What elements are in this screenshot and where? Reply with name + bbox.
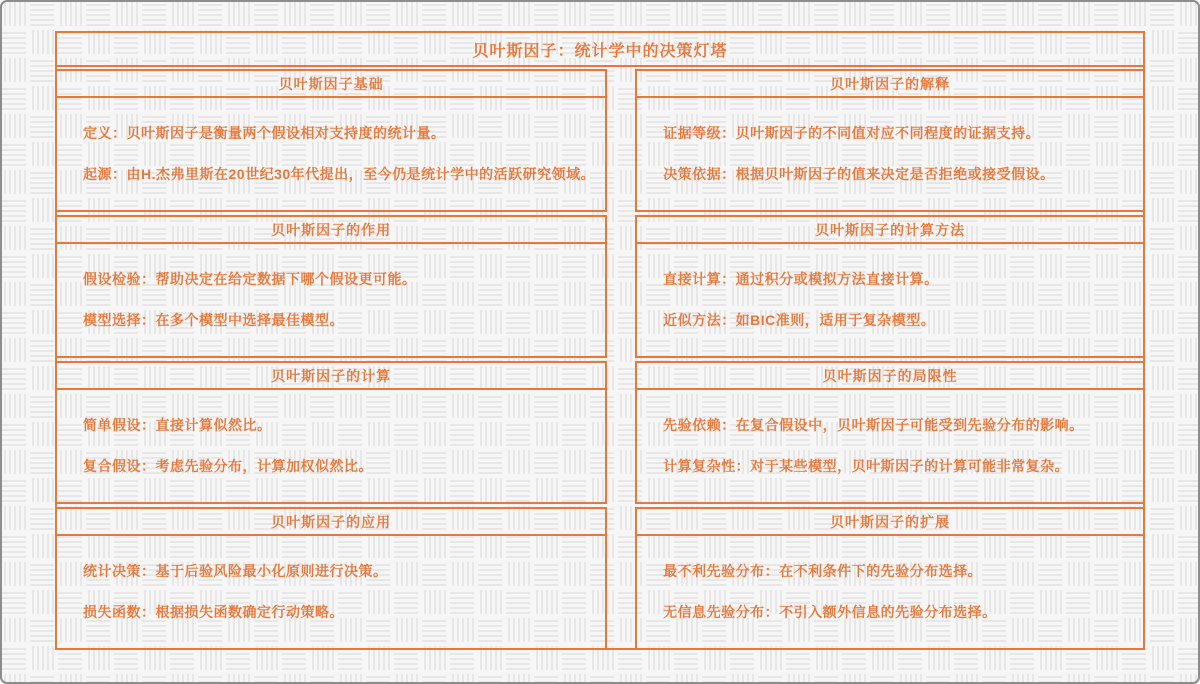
section-item: 无信息先验分布：不引入额外信息的先验分布选择。	[663, 604, 997, 620]
section-item: 先验依赖：在复合假设中，贝叶斯因子可能受到先验分布的影响。	[663, 416, 1084, 433]
left-column	[55, 69, 607, 650]
section-body	[637, 536, 1143, 648]
section-bayes-application	[55, 507, 607, 650]
section-bayes-role	[55, 215, 607, 358]
section-bayes-computation	[55, 361, 607, 504]
section-item: 决策依据：根据贝叶斯因子的值来决定是否拒绝或接受假设。	[663, 166, 1055, 182]
section-header: 贝叶斯因子的局限性	[637, 363, 1143, 390]
section-body	[57, 536, 605, 648]
section-item: 统计决策：基于后验风险最小化原则进行决策。	[83, 562, 388, 579]
sections-grid	[55, 69, 1145, 650]
section-header: 贝叶斯因子的解释	[637, 71, 1143, 98]
section-item: 计算复杂性：对于某些模型，贝叶斯因子的计算可能非常复杂。	[663, 458, 1070, 474]
page-title: 贝叶斯因子：统计学中的决策灯塔	[57, 33, 1143, 67]
section-header: 贝叶斯因子基础	[57, 71, 605, 98]
section-item: 证据等级：贝叶斯因子的不同值对应不同程度的证据支持。	[663, 124, 1041, 141]
section-header: 贝叶斯因子的计算方法	[637, 217, 1143, 244]
section-bayes-interpretation	[635, 69, 1145, 212]
section-header: 贝叶斯因子的扩展	[637, 509, 1143, 536]
section-header: 贝叶斯因子的作用	[57, 217, 605, 244]
section-item: 模型选择：在多个模型中选择最佳模型。	[83, 312, 344, 328]
section-item: 定义：贝叶斯因子是衡量两个假设相对支持度的统计量。	[83, 124, 446, 141]
section-body	[57, 98, 605, 210]
section-item: 最不利先验分布：在不利条件下的先验分布选择。	[663, 562, 983, 579]
right-column	[635, 69, 1145, 650]
section-item: 近似方法：如BIC准则，适用于复杂模型。	[663, 312, 936, 328]
section-item: 假设检验：帮助决定在给定数据下哪个假设更可能。	[83, 270, 417, 287]
section-item: 简单假设：直接计算似然比。	[83, 416, 272, 433]
section-item: 复合假设：考虑先验分布，计算加权似然比。	[83, 458, 373, 474]
section-item: 直接计算：通过积分或模拟方法直接计算。	[663, 270, 939, 287]
section-body	[637, 98, 1143, 210]
section-bayes-calc-methods	[635, 215, 1145, 358]
section-bayes-limitations	[635, 361, 1145, 504]
section-body	[57, 244, 605, 356]
section-item: 起源：由H.杰弗里斯在20世纪30年代提出，至今仍是统计学中的活跃研究领域。	[83, 166, 596, 182]
section-body	[57, 390, 605, 502]
section-header: 贝叶斯因子的计算	[57, 363, 605, 390]
section-item: 损失函数：根据损失函数确定行动策略。	[83, 604, 344, 620]
section-body	[637, 244, 1143, 356]
section-body	[637, 390, 1143, 502]
section-bayes-basics	[55, 69, 607, 212]
section-bayes-extensions	[635, 507, 1145, 650]
mindmap-board	[55, 31, 1145, 650]
section-header: 贝叶斯因子的应用	[57, 509, 605, 536]
